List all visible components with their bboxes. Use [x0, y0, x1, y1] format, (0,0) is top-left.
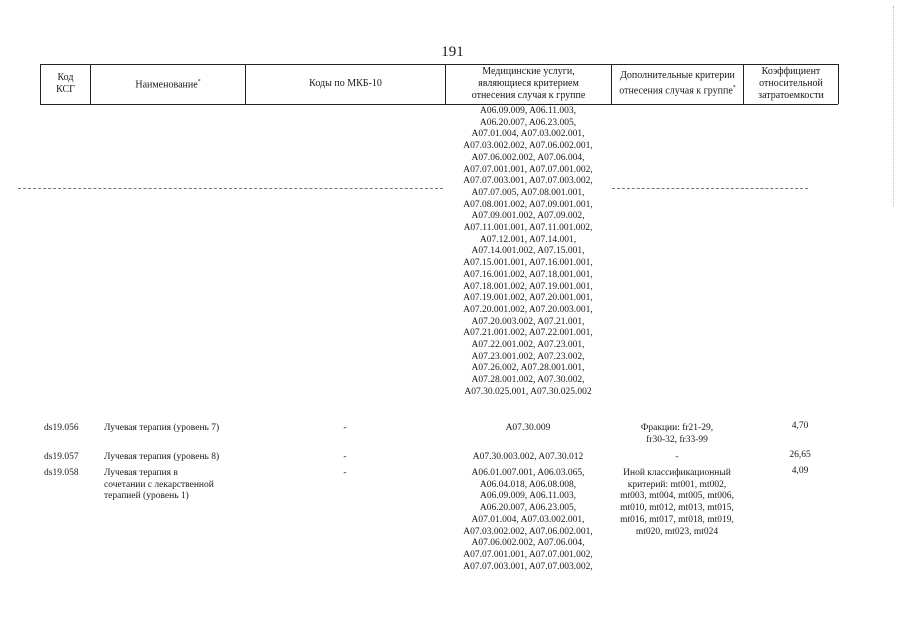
- table-row-additional-line: fr30-32, fr33-99: [646, 434, 708, 445]
- service-code-line: A07.03.002.002, A07.06.002.001,: [463, 526, 593, 537]
- header-mkb-codes: [245, 64, 445, 104]
- service-code-line: A07.22.001.002, A07.23.001,: [471, 340, 585, 351]
- service-code-line: A07.11.001.001, A07.11.001.002,: [463, 223, 593, 234]
- service-code-line: A07.15.001.001, A07.16.001.001,: [463, 258, 593, 269]
- header-coefficient-line: относительной: [759, 78, 823, 89]
- continuation-codes: [446, 106, 610, 399]
- service-code-line: A07.12.001, A07.14.001,: [479, 234, 577, 245]
- service-code-line: A06.04.018, A06.08.008,: [479, 479, 577, 490]
- service-code-line: A07.20.001.002, A07.20.003.001,: [463, 304, 593, 315]
- table-row-name-line: Лучевая терапия в: [104, 468, 178, 478]
- service-code-line: A07.19.001.002, A07.20.001.001,: [463, 293, 593, 304]
- table-row-code: ds19.056: [44, 423, 79, 433]
- header-ksg-code-line: Код: [57, 72, 74, 83]
- table-row-additional-line: mt010, mt012, mt013, mt015,: [620, 503, 734, 514]
- table-row-name: [104, 423, 219, 435]
- header-name: [90, 64, 245, 104]
- table-row-services: [446, 468, 610, 573]
- table-row-name-line: сочетании с лекарственной: [104, 479, 214, 490]
- service-code-line: A06.09.009, A06.11.003,: [480, 491, 576, 502]
- service-code-line: A07.07.003.001, A07.07.003.002,: [463, 176, 593, 187]
- table-row-code: ds19.058: [44, 468, 79, 478]
- service-code-line: A07.08.001.002, A07.09.001.001,: [463, 199, 593, 210]
- header-name-footnote-mark: *: [197, 79, 201, 86]
- header-coefficient: [743, 64, 838, 104]
- service-code-line: A07.30.003.002, A07.30.012: [472, 452, 584, 462]
- table-row-coefficient: 4,09: [791, 466, 809, 476]
- header-right-border: [838, 64, 839, 104]
- service-code-line: A07.06.002.002, A07.06.004,: [471, 538, 585, 549]
- table-row-name: [104, 468, 214, 503]
- header-mkb-codes-text: Коды по МКБ-10: [309, 78, 382, 89]
- header-additional-line: Дополнительные критерии: [620, 70, 735, 82]
- service-code-line: A06.01.007.001, A06.03.065,: [471, 468, 585, 478]
- table-row-name: [104, 452, 219, 464]
- service-code-line: A07.28.001.002, A07.30.002,: [471, 375, 585, 386]
- scan-artifact-line: [18, 188, 443, 189]
- header-ksg-code: [40, 64, 90, 104]
- service-code-line: A07.30.009: [505, 423, 551, 433]
- table-row-additional: [612, 468, 742, 538]
- page-number: 191: [441, 44, 464, 60]
- header-bottom-border: [40, 104, 838, 105]
- service-code-line: A07.07.001.001, A07.07.001.002,: [463, 549, 593, 560]
- table-row-services: [446, 452, 610, 464]
- table-row-additional-line: Иной классификационный: [623, 468, 731, 478]
- header-services-line: отнесения случая к группе: [471, 90, 586, 101]
- service-code-line: A07.18.001.002, A07.19.001.001,: [463, 281, 593, 292]
- scan-edge-mark: [893, 6, 894, 206]
- table-row-name-line: терапией (уровень 1): [104, 491, 189, 502]
- service-code-line: A07.07.005, A07.08.001.001,: [471, 187, 585, 198]
- service-code-line: A06.20.007, A06.23.005,: [479, 503, 577, 514]
- table-row-coefficient: 4,70: [791, 421, 809, 431]
- service-code-line: A07.09.001.002, A07.09.002,: [471, 211, 585, 222]
- service-code-line: A07.07.001.001, A07.07.001.002,: [463, 164, 593, 175]
- table-row-additional-line: Фракции: fr21-29,: [640, 423, 714, 433]
- service-code-line: A07.20.003.002, A07.21.001,: [471, 316, 585, 327]
- service-code-line: A07.21.001.002, A07.22.001.001,: [463, 328, 593, 339]
- table-row-services: [446, 423, 610, 435]
- table-row-additional-line: -: [675, 452, 679, 462]
- header-additional-line: отнесения случая к группе: [619, 85, 733, 97]
- table-row-name-line: Лучевая терапия (уровень 7): [104, 423, 220, 433]
- table-row-additional-line: критерий: mt001, mt002,: [627, 479, 727, 490]
- table-row-name-line: Лучевая терапия (уровень 8): [104, 452, 220, 462]
- header-services-line: Медицинские услуги,: [482, 66, 575, 77]
- service-code-line: A07.26.002, A07.28.001.001,: [471, 363, 585, 374]
- table-row-additional: [665, 452, 689, 464]
- header-ksg-code-line: КСГ: [56, 84, 75, 95]
- table-row-additional: [612, 423, 742, 446]
- header-additional-footnote-mark: *: [732, 85, 736, 92]
- service-code-line: A07.23.001.002, A07.23.002,: [471, 351, 585, 362]
- header-services: [445, 64, 611, 104]
- service-code-line: A07.01.004, A07.03.002.001,: [471, 129, 585, 140]
- service-code-line: A07.03.002.002, A07.06.002.001,: [463, 141, 593, 152]
- header-services-line: являющиеся критерием: [478, 78, 579, 89]
- table-row-code: ds19.057: [44, 452, 79, 462]
- table-row-additional-line: mt020, mt023, mt024: [635, 526, 719, 537]
- table-row-mkb: -: [343, 468, 347, 478]
- service-code-line: A07.01.004, A07.03.002.001,: [471, 514, 585, 525]
- table-row-additional-line: mt016, mt017, mt018, mt019,: [620, 514, 734, 525]
- header-name-text: Наименование: [135, 79, 198, 91]
- table-row-additional-line: mt003, mt004, mt005, mt006,: [620, 491, 734, 502]
- header-additional: [611, 64, 743, 104]
- scan-artifact-line: [612, 188, 808, 189]
- service-code-line: A07.30.025.001, A07.30.025.002: [464, 386, 592, 397]
- service-code-line: A06.20.007, A06.23.005,: [479, 117, 577, 128]
- service-code-line: A07.07.003.001, A07.07.003.002,: [463, 561, 593, 572]
- service-code-line: A07.16.001.002, A07.18.001.001,: [463, 269, 593, 280]
- table-row-mkb: -: [343, 423, 347, 433]
- header-coefficient-line: затратоемкости: [758, 90, 824, 101]
- table-row-mkb: -: [343, 452, 347, 462]
- service-code-line: A07.14.001.002, A07.15.001,: [471, 246, 585, 257]
- header-coefficient-line: Коэффициент: [761, 66, 821, 77]
- service-code-line: A07.06.002.002, A07.06.004,: [471, 152, 585, 163]
- table-row-coefficient: 26,65: [789, 450, 811, 460]
- service-code-line: A06.09.009, A06.11.003,: [480, 106, 576, 116]
